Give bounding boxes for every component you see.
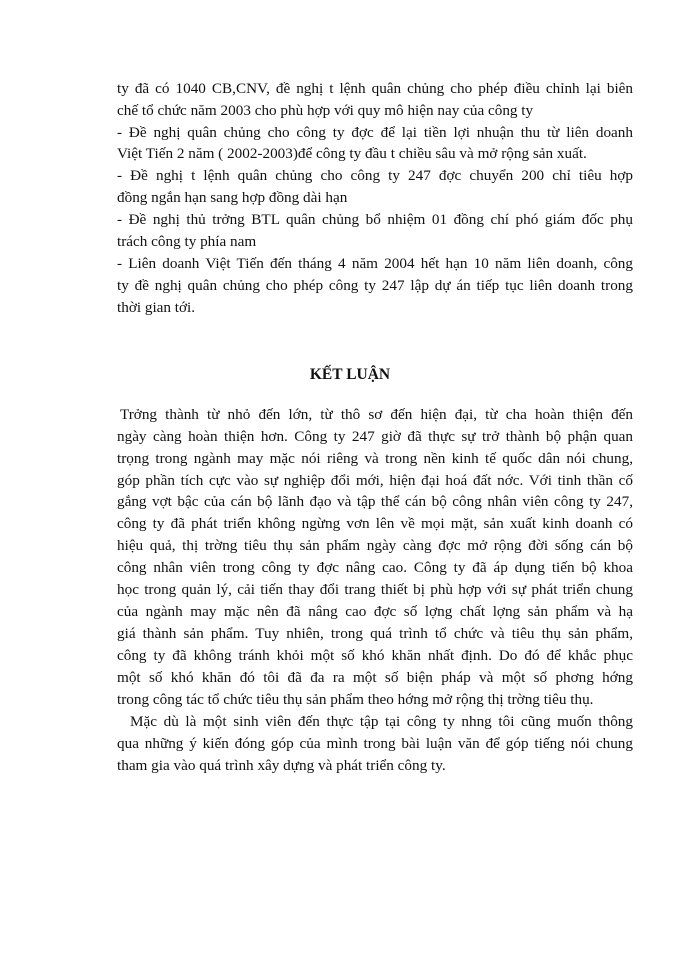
paragraph-line: giá thành sản phẩm. Tuy nhiên, trong quá trình tổ chức và tiêu thụ sản phẩm, xyxy=(117,625,633,642)
proposal-line: thời gian tới. xyxy=(117,299,196,316)
proposal-line: ty đã có 1040 CB,CNV, đề nghị t lệnh quân chủng cho phép điều chỉnh lại biên xyxy=(117,80,633,97)
paragraph-line: Mặc dù là một sinh viên đến thực tập tại công ty nhng tôi cũng muốn thông xyxy=(130,713,633,730)
proposal-line: - Đề nghị quân chủng cho công ty đợc để lại tiền lợi nhuận thu từ liên doanh xyxy=(117,124,633,141)
paragraph-line: hiệu quả, thị trờng tiêu thụ sản phẩm ngày càng đợc mở rộng đời sống cán bộ xyxy=(117,537,633,554)
paragraph-line: góp phần tích cực vào sự nghiệp đổi mới, hiện đại hoá đất nớc. Với tinh thần cố xyxy=(117,472,633,489)
paragraph-line: một số khó khăn đó tôi đã đa ra một số biện pháp và một số phơng hớng xyxy=(117,669,633,686)
paragraph-line: qua những ý kiến đóng góp của mình trong bài luận văn để góp tiếng nói chung xyxy=(117,735,633,752)
section-heading: KẾT LUẬN xyxy=(309,366,391,383)
proposal-line: ty đề nghị quân chủng cho phép công ty 247 lập dự án tiếp tục liên doanh trong xyxy=(117,277,633,294)
paragraph-line: học trong quản lý, cải tiến thay đổi trang thiết bị phù hợp với sự phát triển chung xyxy=(117,581,633,598)
paragraph-line: công ty đã không tránh khỏi một số khó khăn nhất định. Do đó để khắc phục xyxy=(117,647,633,664)
paragraph-line: gắng vợt bậc của cán bộ lãnh đạo và tập thể cán bộ công nhân viên công ty 247, xyxy=(117,493,633,510)
paragraph-line: công ty đã phát triển không ngừng vơn lên về mọi mặt, sản xuất kinh doanh có xyxy=(117,515,633,532)
paragraph-line: của ngành may mặc nên đã nâng cao đợc số lợng chất lợng sản phẩm và hạ xyxy=(117,603,633,620)
paragraph-line: ngày càng hoàn thiện hơn. Công ty 247 giờ đã thực sự trở thành bộ phận quan xyxy=(117,428,633,445)
paragraph-line: trọng trong ngành may mặc nói riêng và trong nền kinh tế quốc dân nói chung, xyxy=(117,450,633,467)
proposal-line: đồng ngắn hạn sang hợp đồng dài hạn xyxy=(117,189,348,206)
paragraph-line: tham gia vào quá trình xây dựng và phát triển công ty. xyxy=(117,757,446,774)
proposal-line: - Liên doanh Việt Tiến đến tháng 4 năm 2004 hết hạn 10 năm liên doanh, công xyxy=(117,255,633,272)
proposal-line: trách công ty phía nam xyxy=(117,233,257,250)
paragraph-line: trong công tác tổ chức tiêu thụ sản phẩm theo hớng mở rộng thị trờng tiêu thụ. xyxy=(117,691,594,708)
proposal-line: - Đề nghị t lệnh quân chủng cho công ty 247 đợc chuyển 200 chỉ tiêu hợp xyxy=(117,167,633,184)
proposal-line: - Đề nghị thủ trởng BTL quân chủng bổ nhiệm 01 đồng chí phó giám đốc phụ xyxy=(117,211,633,228)
paragraph-line: Trởng thành từ nhỏ đến lớn, từ thô sơ đến hiện đại, từ cha hoàn thiện đến xyxy=(120,406,633,423)
proposal-line: chế tổ chức năm 2003 cho phù hợp với quy mô hiện nay của công ty xyxy=(117,102,534,119)
paragraph-line: công nhân viên trong công ty đợc nâng cao. Công ty đã áp dụng tiến bộ khoa xyxy=(117,559,633,576)
proposal-line: Việt Tiến 2 năm ( 2002-2003)để công ty đầu t chiều sâu và mở rộng sản xuất. xyxy=(117,145,587,162)
